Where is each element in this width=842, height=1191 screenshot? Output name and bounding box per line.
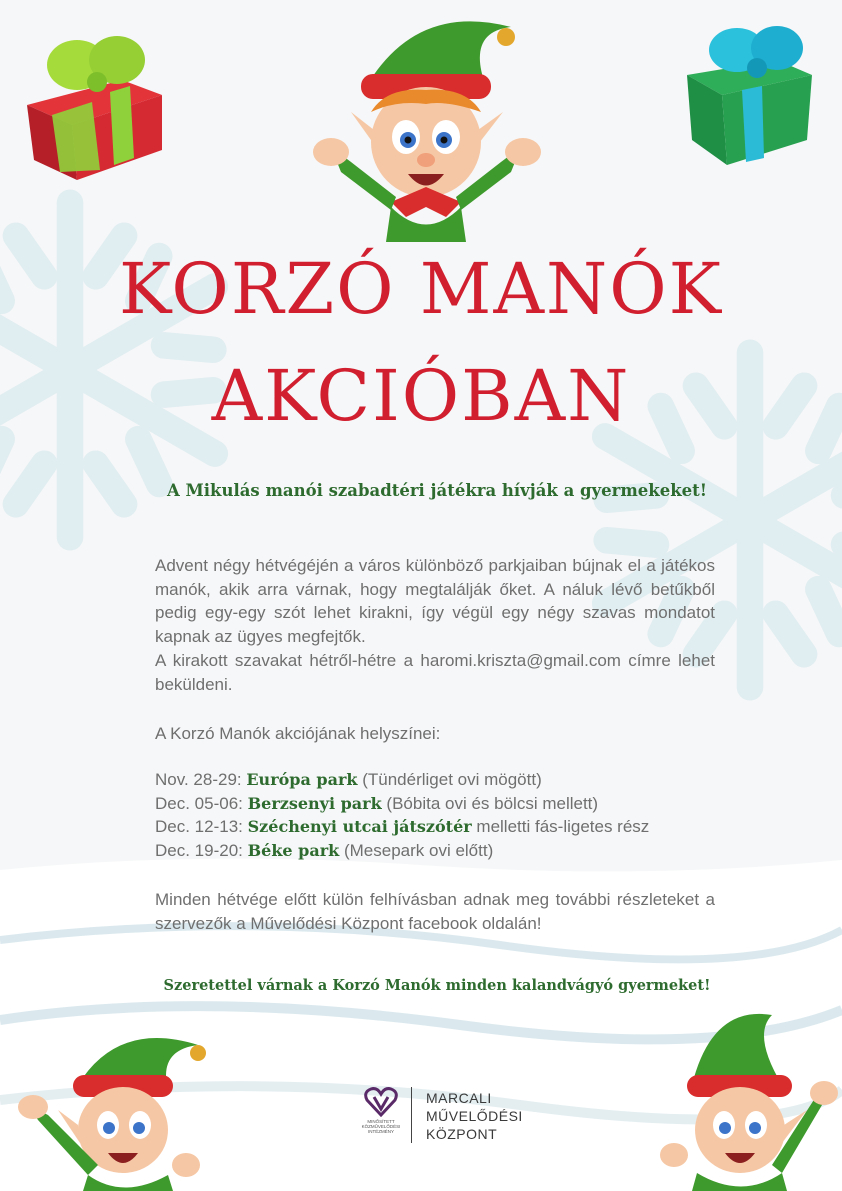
subtitle: A Mikulás manói szabadtéri játékra hívják a gyermekeket! xyxy=(166,481,708,500)
location-item: Dec. 19-20: Béke park (Mesepark ovi előtt) xyxy=(155,840,494,860)
logo-small-text: MINŐSÍTETT KÖZMŰVELŐDÉSI INTÉZMÉNY xyxy=(361,1119,401,1134)
location-place: Európa park xyxy=(246,770,358,789)
locations-heading: A Korzó Manók akciójának helyszínei: xyxy=(155,724,441,743)
location-place: Széchenyi utcai játszótér xyxy=(247,817,472,836)
title-line-1: KORZÓ MANÓK xyxy=(119,248,723,330)
red-gift-icon xyxy=(22,20,172,185)
submit-paragraph: A kirakott szavakat hétről-hétre a haromi.kriszta@gmail.com címre lehet beküldeni. xyxy=(155,651,715,694)
location-item: Nov. 28-29: Európa park (Tündérliget ovi mögött) xyxy=(155,770,542,789)
heart-logo-icon xyxy=(364,1087,398,1117)
marcali-logo xyxy=(358,1083,528,1153)
green-gift-icon xyxy=(682,20,817,170)
location-place: Béke park xyxy=(247,840,340,860)
logo-divider xyxy=(411,1087,412,1143)
location-place: Berzsenyi park xyxy=(247,793,382,813)
intro-paragraph: Advent négy hétvégéjén a város különböző parkjaiban bújnak el a játékos manók, akik arra várnak, hogy megtalálják őket. A náluk lévő betűkből pedig egy-egy szót lehet kirakni, így végül egy négy szavas mondatot kapnak az ügyes megfejtők. xyxy=(155,556,715,646)
location-item: Dec. 05-06: Berzsenyi park (Bóbita ovi és bölcsi mellett) xyxy=(155,793,599,813)
elf-top-illustration xyxy=(296,12,558,242)
elf-bottom-left-illustration xyxy=(8,1025,213,1191)
locations-list xyxy=(155,768,715,862)
elf-bottom-right-illustration xyxy=(652,1005,842,1191)
logo-name: MARCALI MŰVELŐDÉSI KÖZPONT xyxy=(426,1090,523,1142)
title-line-2: AKCIÓBAN xyxy=(211,355,631,437)
location-item: Dec. 12-13: Széchenyi utcai játszótér melletti fás-ligetes rész xyxy=(155,817,650,836)
closing-line: Szeretettel várnak a Korzó Manók minden kalandvágyó gyermeket! xyxy=(163,977,711,994)
notice-paragraph: Minden hétvége előtt külön felhívásban adnak meg további részleteket a szervezők a Művelődési Központ facebook oldalán! xyxy=(155,890,715,933)
